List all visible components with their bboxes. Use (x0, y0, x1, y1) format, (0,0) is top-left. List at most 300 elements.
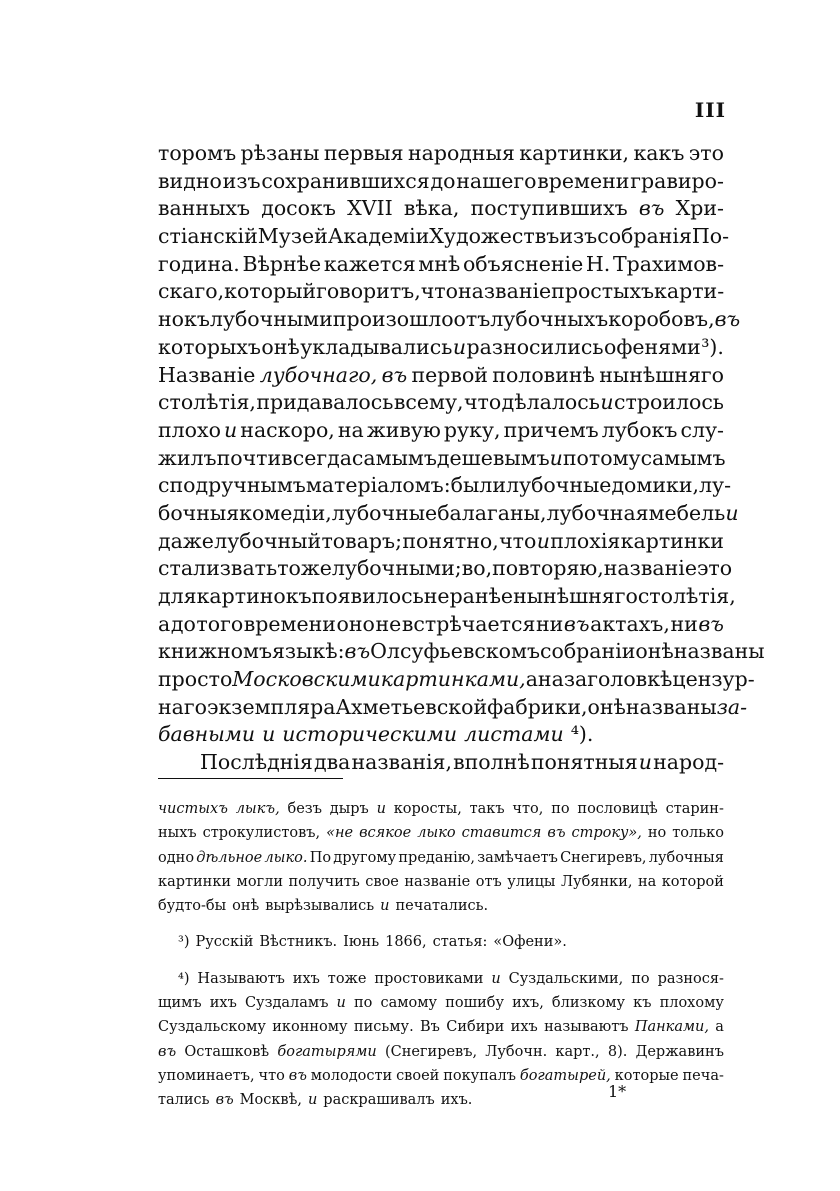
word: что (499, 528, 537, 553)
word: свое (365, 873, 399, 890)
word: за- (716, 694, 748, 719)
word: столѣтія, (158, 390, 256, 415)
word: которой (661, 873, 724, 890)
footnote-line (158, 846, 724, 870)
word: карт., (555, 1043, 600, 1060)
word: въ (547, 825, 566, 842)
word: но (647, 825, 667, 842)
word: всякое (359, 825, 412, 842)
word: названы (673, 639, 765, 664)
word: названія, (351, 750, 452, 775)
footnote-line (158, 1064, 724, 1088)
word: безъ (287, 801, 322, 817)
word: Суздальскому (158, 1019, 266, 1036)
word: названіе (404, 873, 471, 890)
word: дыръ (329, 801, 369, 817)
word: строкулистовъ, (202, 825, 321, 842)
word: Суздальскими, (508, 970, 624, 987)
word: простовиками (374, 970, 484, 987)
word: одно (158, 849, 195, 866)
word: въ (344, 639, 371, 664)
word: всегда (281, 445, 352, 470)
word: причемъ (503, 417, 599, 442)
word: Суздаламъ (244, 995, 329, 1012)
word: лубочные (331, 500, 438, 525)
word: изъ (559, 224, 598, 249)
word: «не (326, 825, 354, 842)
word: ихъ (209, 995, 237, 1012)
word: времени (243, 611, 336, 636)
text-line (158, 168, 724, 196)
word: другому (333, 849, 397, 866)
word: получить (288, 873, 360, 890)
word: лубокъ (601, 417, 678, 442)
footnote-line (158, 797, 724, 821)
word: только (672, 825, 724, 842)
word: на (537, 667, 564, 692)
word: лыко (417, 825, 456, 842)
word: ранѣе (449, 584, 514, 608)
footnote-gap (158, 955, 724, 967)
word: Художествъ (429, 224, 560, 249)
word: богатырями (277, 1043, 377, 1060)
word: 1866, (385, 934, 427, 951)
word: Лубянки, (560, 873, 633, 890)
text-line (158, 223, 730, 251)
word: ихъ (510, 1019, 538, 1036)
footnotes (158, 797, 724, 1113)
word: повторяю, (492, 556, 604, 581)
text-line (158, 251, 724, 279)
word: сподручнымъ (158, 473, 306, 498)
word: историческими (282, 722, 458, 747)
word: замѣчаетъ (477, 849, 558, 866)
word: это (696, 556, 733, 581)
text-line (158, 555, 733, 583)
word: нынѣшняго (513, 584, 638, 608)
word: въ (563, 611, 590, 636)
word: названы (625, 694, 717, 719)
text-line (158, 278, 724, 306)
word: названіе (603, 556, 697, 581)
word: кажется (323, 251, 416, 276)
word: Олсуфьевскомъ (370, 639, 541, 664)
word: досокъ (261, 196, 336, 221)
word: и (491, 970, 501, 987)
word: ³). (701, 334, 724, 359)
word: не (423, 584, 450, 608)
word: нокъ (158, 307, 210, 332)
word: видно (158, 168, 222, 193)
text-line (158, 694, 748, 722)
word: того (196, 611, 244, 636)
word: година. (158, 251, 240, 276)
word: и (725, 500, 739, 525)
word: старин- (665, 801, 724, 817)
word: во, (461, 556, 493, 581)
word: ставится (461, 825, 542, 842)
word: и (600, 390, 614, 415)
word: «Офени». (493, 934, 567, 951)
word: плохо (158, 417, 221, 442)
word: дѣлалось (501, 390, 600, 415)
word: народныя (407, 141, 515, 165)
word: лубочная (546, 500, 649, 525)
word: картинками, (380, 667, 526, 692)
word: По- (691, 224, 730, 249)
word: столѣтія, (637, 584, 736, 608)
word: офенями (603, 334, 701, 359)
word: По (309, 849, 332, 866)
word: до (430, 168, 456, 193)
word: звать (219, 556, 278, 581)
word: своей (396, 1067, 440, 1084)
footnote-gap (158, 918, 724, 930)
word: Вѣрнѣе (242, 251, 322, 276)
footnote-line (158, 930, 724, 954)
word: коробовъ, (608, 307, 715, 332)
word: Хри- (675, 196, 724, 221)
text-line (158, 334, 724, 362)
word: вырѣзывались (265, 898, 375, 915)
word: живую (366, 417, 441, 442)
text-line (158, 749, 724, 777)
word: печатались. (395, 898, 489, 915)
word: Музей (257, 224, 328, 249)
word: которые (614, 1067, 679, 1084)
word: лубочныхъ (490, 307, 609, 332)
word: онѣ (635, 639, 674, 664)
word: что (420, 279, 458, 304)
word: тоже (277, 556, 332, 581)
word: были (450, 473, 506, 498)
word: Москвѣ, (239, 1092, 302, 1109)
word: близкому (551, 995, 626, 1012)
word: до (170, 611, 196, 636)
word: на (637, 873, 657, 890)
word: который (224, 279, 317, 304)
word: говоритъ, (316, 279, 421, 304)
word: называютъ (544, 1019, 629, 1036)
main-text (158, 140, 765, 777)
word: молодости (310, 1067, 393, 1084)
word: Называютъ (197, 970, 285, 987)
word: дѣльное (196, 849, 263, 866)
word: укладывались (300, 334, 453, 359)
word: стали (158, 556, 220, 581)
footnote-line (158, 821, 724, 845)
word: лубочными; (331, 556, 462, 581)
word: картинки (620, 528, 724, 553)
word: наго (158, 694, 207, 719)
word: языкѣ: (272, 639, 345, 664)
word: жилъ (158, 445, 217, 470)
word: лыко. (264, 849, 308, 866)
word: Лубочн. (485, 1043, 548, 1060)
word: онѣ (261, 334, 300, 359)
word: а (715, 1019, 724, 1036)
word: Сибири (446, 1019, 505, 1036)
word: Московскими (232, 667, 381, 692)
word: ванныхъ (158, 196, 251, 221)
word: вполнѣ (453, 750, 530, 775)
word: онѣ (232, 898, 260, 915)
word: а (158, 611, 171, 636)
word: XVII (347, 196, 393, 221)
word: картинки, (519, 141, 630, 165)
word: въ (215, 1092, 234, 1109)
word: для (158, 584, 197, 608)
word: богатырей, (519, 1067, 611, 1084)
word: народ- (653, 750, 724, 775)
word: самымъ (351, 445, 437, 470)
word: по (551, 801, 570, 817)
word: домики, (611, 473, 700, 498)
text-line (158, 472, 732, 500)
word: лу- (699, 473, 732, 498)
word: и (536, 528, 550, 553)
word: пословицѣ (577, 801, 658, 817)
word: изъ (222, 168, 261, 193)
word: иконному (272, 1019, 348, 1036)
word: картинки (158, 873, 232, 890)
word: въ (698, 611, 724, 636)
word: вѣка, (403, 196, 460, 221)
word: и (376, 801, 386, 817)
word: придавалось (256, 390, 394, 415)
footnote-line (158, 1040, 724, 1064)
word: Академіи (327, 224, 430, 249)
word: слу- (680, 417, 724, 442)
text-line (158, 666, 755, 694)
word: Вѣстникъ. (259, 934, 338, 951)
word: и (638, 750, 652, 775)
word: почти (216, 445, 282, 470)
word: Послѣднія (200, 750, 313, 775)
word: (Снегиревъ, (384, 1043, 478, 1060)
text-line (158, 611, 724, 639)
word: тоже (327, 970, 367, 987)
word: и (452, 334, 467, 359)
word: не (375, 611, 402, 636)
word: лыкъ, (235, 801, 280, 817)
page-number: III (694, 98, 726, 122)
word: всему, (393, 390, 464, 415)
word: дешевымъ (436, 445, 550, 470)
word: бочныя (158, 500, 240, 525)
word: ни (536, 611, 564, 636)
word: Панками, (634, 1019, 709, 1036)
word: гравиро- (630, 168, 724, 193)
word: въ (288, 1067, 307, 1084)
footnote-line (158, 1088, 724, 1112)
word: преданію, (398, 849, 476, 866)
word: ⁴) (178, 970, 190, 987)
word: даже (158, 528, 214, 553)
word: письму. (353, 1019, 414, 1036)
word: самому (380, 995, 438, 1012)
word: какъ (633, 141, 685, 165)
word: оно (336, 611, 375, 636)
text-line (158, 362, 724, 390)
word: бавными (158, 722, 256, 747)
footnote-separator (158, 778, 343, 779)
word: Іюнь (343, 934, 380, 951)
word: коросты, (393, 801, 462, 817)
word: и (307, 1092, 318, 1109)
word: и (262, 722, 276, 747)
word: скаго, (158, 279, 225, 304)
word: ³) (178, 934, 190, 951)
word: просто (158, 667, 233, 692)
word: будто-бы (158, 898, 227, 915)
word: Ахметьевской (335, 694, 488, 719)
text-line (158, 306, 741, 334)
word: мнѣ (418, 251, 461, 276)
word: и (336, 995, 346, 1012)
word: тались (158, 1092, 210, 1109)
signature-mark: 1* (608, 1082, 627, 1101)
word: которыхъ (158, 334, 261, 359)
word: Трахимов- (613, 251, 724, 276)
text-line (158, 417, 724, 445)
text-line (158, 583, 736, 611)
footnote-line (158, 991, 724, 1015)
text-line (158, 195, 724, 223)
word: покупалъ (443, 1067, 516, 1084)
word: статья: (432, 934, 488, 951)
word: плохія (550, 528, 621, 553)
word: нашего (456, 168, 537, 193)
word: такъ (469, 801, 505, 817)
word: простыхъ (551, 279, 655, 304)
word: Осташковѣ (184, 1043, 270, 1060)
word: времени (537, 168, 630, 193)
word: а (525, 667, 538, 692)
word: что, (512, 801, 544, 817)
word: щимъ (158, 995, 202, 1012)
word: печа- (682, 1067, 724, 1084)
word: первыя (323, 141, 404, 165)
word: собраніи (540, 639, 636, 664)
word: въ (381, 362, 408, 387)
word: понятно, (402, 528, 499, 553)
word: отъ (475, 873, 502, 890)
text-line (158, 140, 724, 168)
word: плохому (659, 995, 724, 1012)
word: это (688, 141, 724, 165)
word: упоминаетъ, (158, 1067, 255, 1084)
word: лубочные (506, 473, 612, 498)
word: карти- (654, 279, 725, 304)
word: потому (562, 445, 641, 470)
word: Названіе (158, 362, 256, 387)
word: товаръ; (321, 528, 402, 553)
word: и (549, 445, 563, 470)
word: раскрашивалъ (323, 1092, 435, 1109)
word: цензур- (672, 667, 755, 692)
word: въ (714, 307, 741, 332)
text-line (158, 528, 724, 556)
word: два (313, 750, 351, 775)
word: улицы (507, 873, 556, 890)
word: произошло (332, 307, 454, 332)
word: Снегиревъ, (560, 849, 647, 866)
word: онѣ (587, 694, 626, 719)
word: комедіи, (239, 500, 332, 525)
word: наскоро, (240, 417, 335, 442)
footnote-line (158, 967, 724, 991)
word: въ (158, 1043, 177, 1060)
word: листами (464, 722, 564, 747)
word: и (380, 898, 390, 915)
word: пошибу (445, 995, 505, 1012)
word: что (463, 390, 502, 415)
word: по (353, 995, 373, 1012)
word: ихъ (292, 970, 320, 987)
word: понятныя (530, 750, 638, 775)
word: матеріаломъ: (305, 473, 451, 498)
word: торомъ (158, 141, 237, 165)
word: въ (638, 196, 665, 221)
footnote-line (158, 894, 724, 918)
word: заголовкѣ (563, 667, 673, 692)
word: лубочными (209, 307, 333, 332)
word: нынѣшняго (599, 362, 724, 387)
word: рѣзаны (240, 141, 320, 165)
word: отъ (453, 307, 491, 332)
word: ихъ, (512, 995, 544, 1012)
word: Н. (585, 251, 611, 276)
word: книжномъ (158, 639, 272, 664)
word: къ (633, 995, 652, 1012)
word: лубочный (214, 528, 322, 553)
word: ни (670, 611, 698, 636)
word: встрѣчается (401, 611, 536, 636)
word: собранія (597, 224, 692, 249)
word: по (631, 970, 650, 987)
word: половинѣ (492, 362, 595, 387)
word: сохранившихся (261, 168, 430, 193)
word: строилось (614, 390, 724, 415)
word: Русскій (195, 934, 254, 951)
word: разнося- (657, 970, 724, 987)
word: 8). (607, 1043, 628, 1060)
footnote-line (158, 1015, 724, 1039)
word: стіанскій (158, 224, 258, 249)
word: первой (411, 362, 488, 387)
text-line (158, 445, 724, 473)
word: поступившихъ (470, 196, 628, 221)
word: фабрики, (487, 694, 588, 719)
word: балаганы, (437, 500, 547, 525)
word: лубочныя (648, 849, 724, 866)
word: ⁴). (570, 722, 594, 747)
word: Въ (420, 1019, 440, 1036)
word: объясненіе (462, 251, 584, 276)
text-line (158, 638, 765, 666)
word: картинокъ (196, 584, 312, 608)
word: экземпляра (206, 694, 336, 719)
word: ныхъ (158, 825, 197, 842)
text-line (158, 389, 724, 417)
word: ихъ. (440, 1092, 473, 1109)
word: чистыхъ (158, 801, 228, 817)
word: лубочнаго, (259, 362, 378, 387)
word: актахъ, (590, 611, 670, 636)
word: Державинъ (635, 1043, 724, 1060)
footnote-line (158, 870, 724, 894)
